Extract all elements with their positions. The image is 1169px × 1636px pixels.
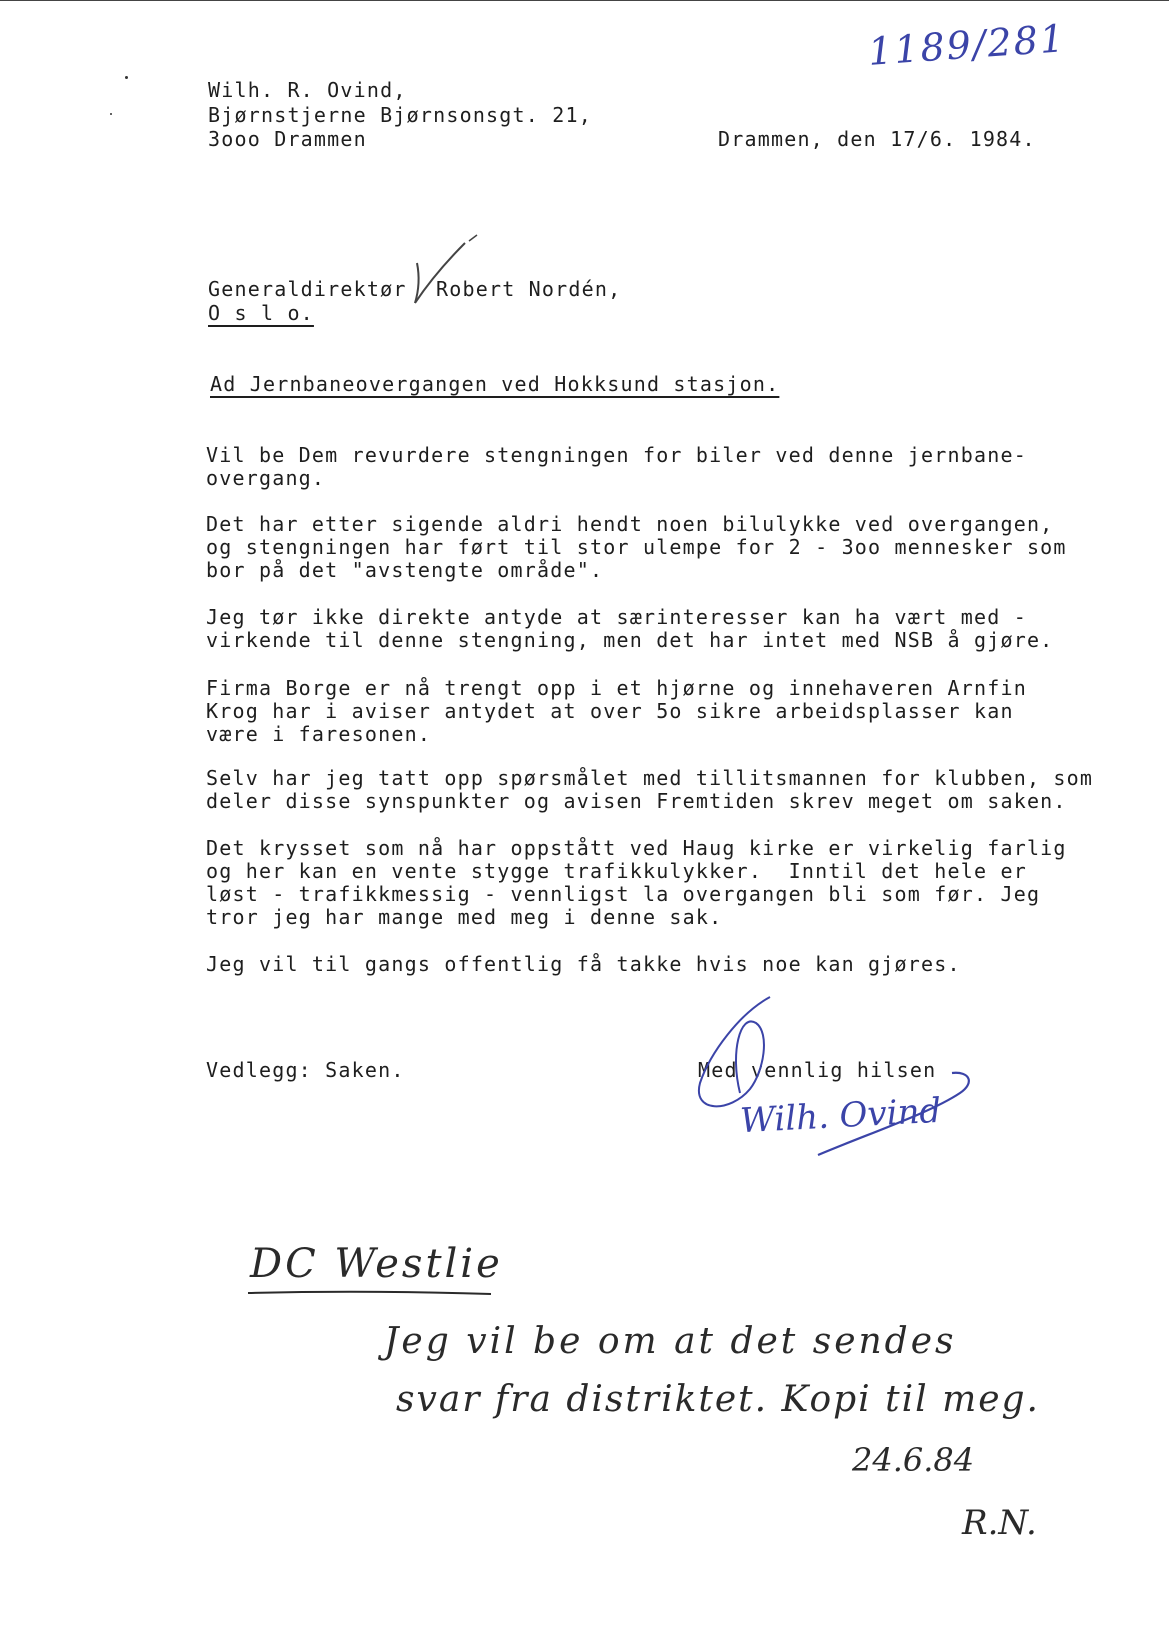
note-initials: R.N.: [962, 1503, 1037, 1543]
recipient-name: Robert Nordén,: [436, 277, 622, 301]
signature-flourish: [690, 993, 1010, 1193]
body-paragraph: Det krysset som nå har oppstått ved Haug kirke er virkelig farlig og her kan en vente stygge trafikkulykker. Inntil det hele er løst - trafikkmessig - vennligst la overgangen bli som før. Jeg tror jeg har mange med meg i denne sak.: [206, 836, 1067, 929]
note-date: 24.6.84: [852, 1441, 975, 1479]
note-underline: [246, 1289, 496, 1299]
recipient-title: Generaldirektør: [208, 277, 407, 301]
sender-name: Wilh. R. Ovind,: [208, 78, 407, 102]
closing-line: Med vennlig hilsen: [698, 1058, 937, 1082]
note-addressee: DC Westlie: [250, 1241, 503, 1287]
sender-street: Bjørnstjerne Bjørnsonsgt. 21,: [208, 103, 592, 127]
note-line-1: Jeg vil be om at det sendes: [384, 1321, 957, 1362]
archive-number: 1189/281: [866, 16, 1068, 74]
subject-line: Ad Jernbaneovergangen ved Hokksund stasjon.: [210, 372, 780, 396]
recipient-city: O s l o.: [208, 301, 314, 325]
check-mark-icon: [405, 233, 495, 323]
margin-speck: [125, 76, 128, 79]
attachment-line: Vedlegg: Saken.: [206, 1058, 405, 1082]
body-paragraph: Firma Borge er nå trengt opp i et hjørne og innehaveren Arnfin Krog har i aviser antydet at over 5o sikre arbeidsplasser kan være i faresonen.: [206, 676, 1027, 746]
body-paragraph: Vil be Dem revurdere stengningen for biler ved denne jernbane- overgang.: [206, 443, 1027, 490]
body-paragraph: Jeg vil til gangs offentlig få takke hvis noe kan gjøres.: [206, 952, 961, 976]
note-line-2: svar fra distriktet. Kopi til meg.: [396, 1379, 1040, 1420]
place-date: Drammen, den 17/6. 1984.: [718, 127, 1036, 151]
body-paragraph: Selv har jeg tatt opp spørsmålet med tillitsmannen for klubben, som deler disse synspunkter og avisen Fremtiden skrev meget om saken.: [206, 766, 1094, 813]
body-paragraph: Jeg tør ikke direkte antyde at særinteresser kan ha vært med - virkende til denne stengning, men det har intet med NSB å gjøre.: [206, 605, 1054, 652]
margin-speck: [110, 113, 112, 115]
signature: Wilh. Ovind: [739, 1090, 943, 1142]
body-paragraph: Det har etter sigende aldri hendt noen bilulykke ved overgangen, og stengningen har ført til stor ulempe for 2 - 3oo mennesker som bor på det "avstengte område".: [206, 512, 1067, 582]
sender-city: 3ooo Drammen: [208, 127, 367, 151]
